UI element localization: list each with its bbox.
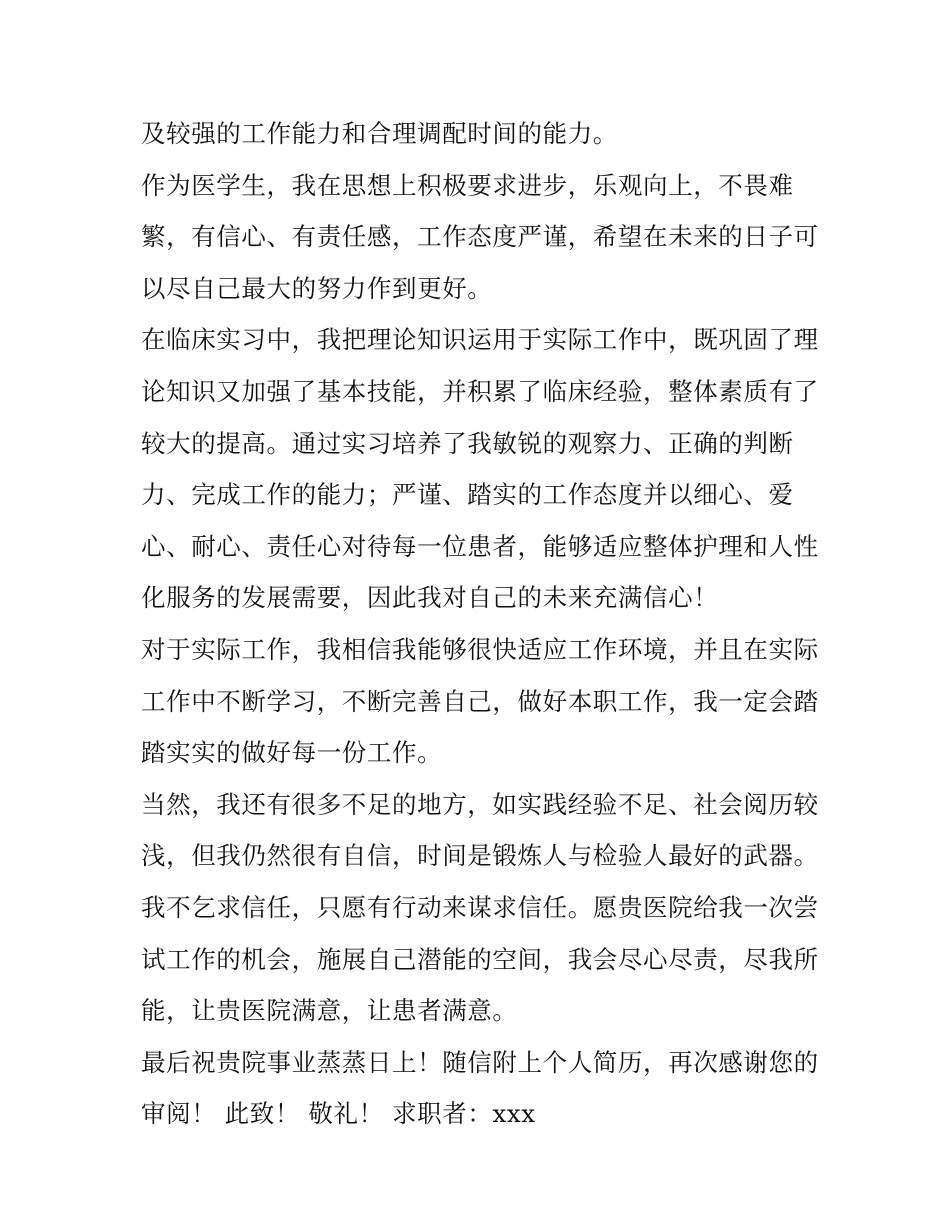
- text-line: 最后祝贵院事业蒸蒸日上！随信附上个人简历，再次感谢您的: [141, 1047, 819, 1077]
- letter-body: [141, 108, 821, 1140]
- text-line: 及较强的工作能力和合理调配时间的能力。: [141, 119, 618, 148]
- text-line: 能，让贵医院满意，让患者满意。: [141, 996, 518, 1026]
- text-line: 以尽自己最大的努力作到更好。: [141, 273, 493, 303]
- text-line: 当然，我还有很多不足的地方，如实践经验不足、社会阅历较: [141, 789, 819, 819]
- text-line: 化服务的发展需要，因此我对自己的未来充满信心！: [141, 583, 719, 613]
- text-line: 力、完成工作的能力；严谨、踏实的工作态度并以细心、爱: [141, 480, 794, 510]
- text-line: 心、耐心、责任心对待每一位患者，能够适应整体护理和人性: [141, 531, 819, 561]
- text-line: 对于实际工作，我相信我能够很快适应工作环境，并且在实际: [141, 634, 819, 664]
- text-line: 在临床实习中，我把理论知识运用于实际工作中，既巩固了理: [141, 325, 819, 355]
- text-line: 较大的提高。通过实习培养了我敏锐的观察力、正确的判断: [141, 428, 794, 458]
- signature-line: 审阅！ 此致！ 敬礼！ 求职者：xxx: [141, 1099, 536, 1129]
- text-line: 浅，但我仍然很有自信，时间是锻炼人与检验人最好的武器。: [141, 841, 819, 871]
- text-line: 踏实实的做好每一份工作。: [141, 738, 443, 768]
- text-line: 繁，有信心、有责任感，工作态度严谨，希望在未来的日子可: [141, 222, 819, 252]
- text-line: 我不乞求信任，只愿有行动来谋求信任。愿贵医院给我一次尝: [141, 892, 819, 922]
- text-line: 作为医学生，我在思想上积极要求进步，乐观向上，不畏难: [141, 170, 794, 200]
- text-line: 试工作的机会，施展自己潜能的空间，我会尽心尽责，尽我所: [141, 944, 819, 974]
- text-line: 论知识又加强了基本技能，并积累了临床经验，整体素质有了: [141, 376, 819, 406]
- text-line: 工作中不断学习，不断完善自己，做好本职工作，我一定会踏: [141, 686, 819, 716]
